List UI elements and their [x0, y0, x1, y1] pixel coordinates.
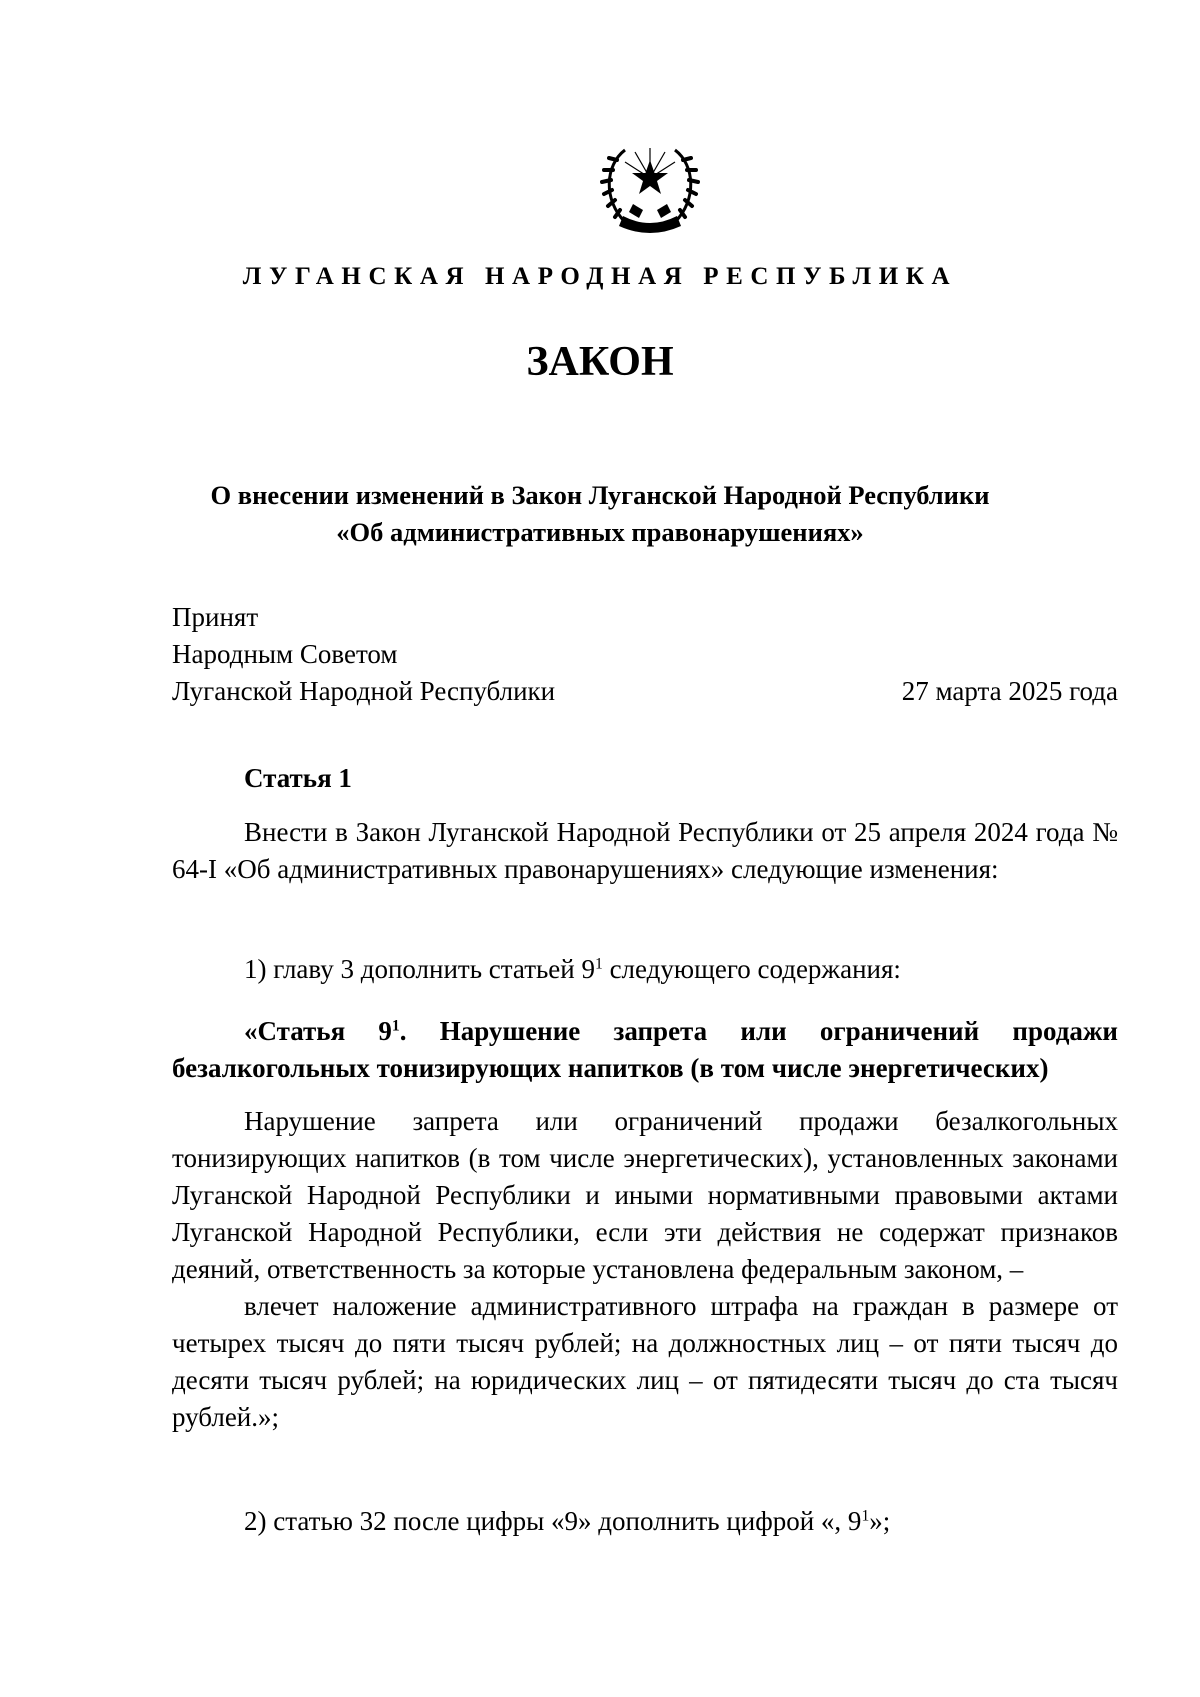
new-article-heading: [172, 1013, 1118, 1087]
new-article-heading-block: [172, 1013, 1118, 1087]
adopted-line-2: Народным Советом: [172, 639, 398, 669]
item-1-sup: 1: [595, 955, 603, 973]
subtitle-line-1: О внесении изменений в Закон Луганской Народной Республики: [210, 480, 990, 510]
document-title: ЗАКОН: [526, 339, 674, 385]
coat-of-arms-icon: [595, 130, 705, 240]
new-article-body: [172, 1103, 1118, 1436]
amendment-item-2: [172, 1503, 1118, 1540]
new-article-paragraph-1: Нарушение запрета или ограничений продажи безалкогольных тонизирующих напитков (в том числе энергетических), установленных законами Луганской Народной Республики и иными нормативными правовыми актами Луганской Народной Республики, если эти действия не содержат признаков деяний, ответственность за которые установлена федеральным законом, –: [172, 1106, 1118, 1284]
item-1-block: [172, 951, 1118, 988]
new-article-sup: 1: [391, 1017, 400, 1035]
adoption-date: 27 марта 2025 года: [901, 676, 1118, 706]
adoption-block: [172, 599, 555, 710]
article-heading: Статья 1: [244, 763, 352, 793]
item-2-sup: 1: [861, 1507, 870, 1525]
item-2-suffix: »;: [869, 1506, 891, 1536]
article-intro: Внести в Закон Луганской Народной Республики от 25 апреля 2024 года № 64-I «Об административных правонарушениях» следующие изменения:: [172, 817, 1118, 884]
article-intro-block: [172, 814, 1118, 888]
republic-name: ЛУГАНСКАЯ НАРОДНАЯ РЕСПУБЛИКА: [242, 263, 958, 290]
item-1-suffix: следующего содержания:: [602, 954, 901, 984]
amendment-item-1: [172, 951, 1118, 988]
subtitle-line-2: «Об административных правонарушениях»: [336, 517, 864, 547]
law-subtitle: [0, 477, 1200, 551]
new-article-paragraph-2: влечет наложение административного штрафа на граждан в размере от четырех тысяч до пяти тысяч рублей; на должностных лиц – от пяти тысяч до десяти тысяч рублей; на юридических лиц – от пятидесяти тысяч до ста тысяч рублей.»;: [172, 1291, 1118, 1432]
item-1-prefix: 1) главу 3 дополнить статьей 9: [244, 954, 595, 984]
new-article-title: . Нарушение запрета или ограничений продажи безалкогольных тонизирующих напитков (в том числе энергетических): [172, 1016, 1118, 1083]
item-2-prefix: 2) статью 32 после цифры «9» дополнить цифрой «, 9: [244, 1506, 862, 1536]
adopted-line-3: Луганской Народной Республики: [172, 676, 556, 706]
item-2-block: [172, 1503, 1118, 1540]
adopted-line-1: Принят: [172, 602, 259, 632]
new-article-prefix: «Статья 9: [244, 1016, 392, 1046]
